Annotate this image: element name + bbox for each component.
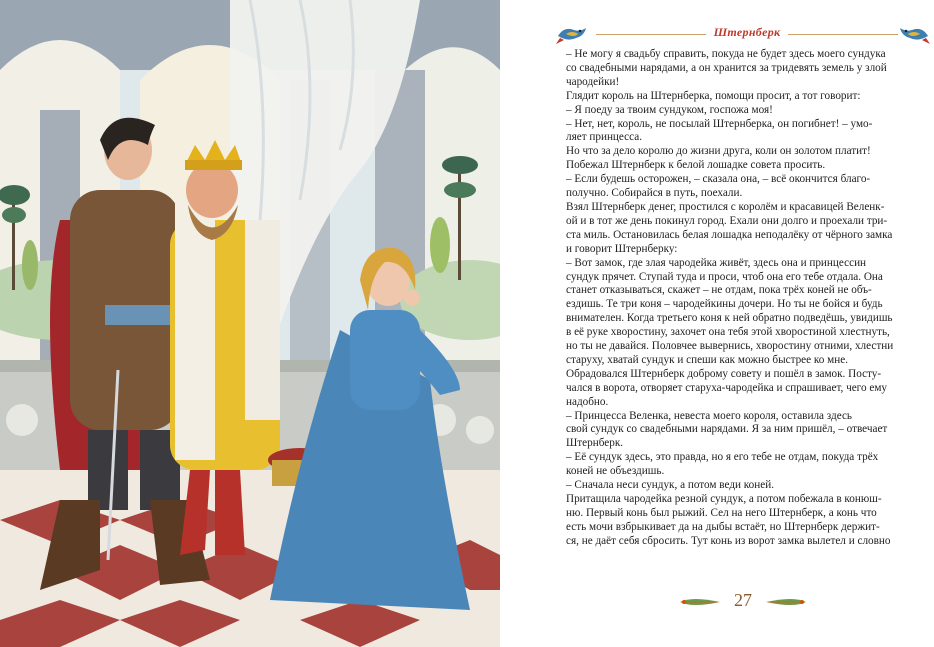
text-line: но ты не давайся. Половчее вывернись, хворостину отними, хлестни xyxy=(566,340,894,353)
story-text xyxy=(566,48,934,549)
text-line: старуху, хватай сундук и спеши как можно быстрее ко мне. xyxy=(566,353,849,366)
text-line: чародейки! xyxy=(566,75,620,88)
text-line: – Не могу я свадьбу справить, покуда не будет здесь моего сундука xyxy=(566,48,886,60)
text-line: – Её сундук здесь, это правда, но я его тебе не отдам, покуда трёх xyxy=(566,451,879,464)
header-title: Штернберк xyxy=(713,25,781,39)
leaf-ornament-icon xyxy=(678,594,722,610)
text-line: – Принцесса Веленка, невеста моего короля, оставила здесь xyxy=(566,409,853,422)
text-line: есть мочи взбрыкивает да на дыбы встаёт, но Штернберк держит- xyxy=(566,520,880,533)
text-line: надобно. xyxy=(566,395,609,408)
text-line: – Если будешь осторожен, – сказала она, – всё окончится благо- xyxy=(566,173,871,186)
text-line: Штернберк. xyxy=(566,437,624,450)
text-line: в её руке хворостину, захочет она тебя этой хворостиной хлестнуть, xyxy=(566,326,890,339)
running-header xyxy=(556,22,934,46)
page-footer xyxy=(678,590,808,614)
leaf-ornament-icon xyxy=(764,594,808,610)
text-line: Побежал Штернберк к белой лошадке совета просить. xyxy=(566,159,826,172)
header-rule-left xyxy=(596,34,706,35)
text-line: ню. Первый конь был рыжий. Сел на него Штернберк, а конь что xyxy=(566,506,877,519)
text-line: свой сундук со свадебными нарядами. Я за ним пришёл, – отвечает xyxy=(566,423,888,436)
text-line: – Нет, нет, король, не посылай Штернберка, он погибнет! – умо- xyxy=(566,117,873,130)
text-page xyxy=(500,0,934,647)
text-line: получно. Собирайся в путь, поехали. xyxy=(566,187,743,200)
header-rule-right xyxy=(788,34,898,35)
text-line: ездишь. Те три коня – чародейкины дочери. Но ты не бойся и будь xyxy=(566,298,883,311)
text-line: внимателен. Когда третьего коня к ней обратно подведёшь, увидишь xyxy=(566,312,893,325)
page-number: 27 xyxy=(734,590,752,610)
text-line: чался в ворота, отворяет старуха-чародейка и спрашивает, чего ему xyxy=(566,381,888,394)
text-line: Глядит король на Штернберка, помощи просит, а тот говорит: xyxy=(566,89,861,102)
text-line: Взял Штернберк денег, простился с королём и красавицей Веленк- xyxy=(566,200,885,213)
text-line: ой и в тот же день покинул город. Ехали они долго и проехали три- xyxy=(566,214,888,227)
text-line: и говорит Штернберку: xyxy=(566,242,678,255)
text-line: коней не объездишь. xyxy=(566,465,665,478)
text-line: ляет принцесса. xyxy=(566,131,642,144)
text-line: Но что за дело королю до жизни друга, коли он золотом платит! xyxy=(566,145,871,158)
text-line: со свадебными нарядами, а он хранится за тридевять земель у злой xyxy=(566,61,887,74)
text-line: ста миль. Остановилась белая лошадка неподалёку от чёрного замка xyxy=(566,228,893,241)
text-line: – Вот замок, где злая чародейка живёт, здесь она и принцессин xyxy=(566,256,867,269)
text-line: Притащила чародейка резной сундук, а потом побежала в конюш- xyxy=(566,493,882,505)
text-line: ся, не даёт себя сбросить. Тут конь из ворот замка вылетел и словно xyxy=(566,534,891,547)
text-line: – Сначала неси сундук, а потом веди коней. xyxy=(566,479,774,492)
text-line: сундук прячет. Ступай туда и проси, чтоб она его тебе отдала. Она xyxy=(566,270,883,283)
text-line: – Я поеду за твоим сундуком, госпожа моя! xyxy=(566,103,773,116)
text-line: Обрадовался Штернберк доброму совету и пошёл в замок. Посту- xyxy=(566,367,882,380)
bird-ornament-icon xyxy=(896,22,930,46)
text-line: станет отказываться, скажет – не отдам, пока трёх коней не объ- xyxy=(566,284,872,297)
bird-ornament-icon xyxy=(556,22,590,46)
